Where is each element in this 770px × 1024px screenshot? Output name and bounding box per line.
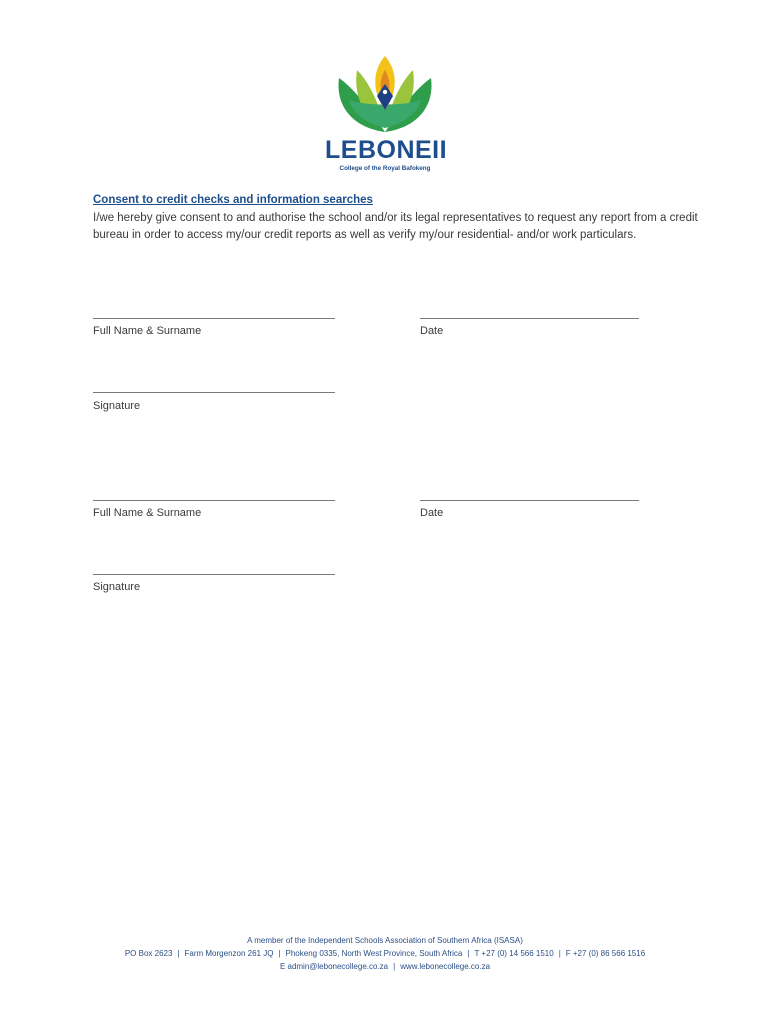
date-line-1 [420, 318, 639, 319]
signature-label-1: Signature [93, 400, 141, 412]
footer-farm: Farm Morgenzon 261 JQ [184, 949, 274, 958]
name-line-1 [93, 318, 335, 319]
name-label-1: Full Name & Surname [93, 325, 202, 337]
footer-contact [0, 962, 770, 971]
footer-separator: | [177, 949, 180, 958]
signature-line-2 [93, 574, 335, 575]
footer-locality: Phokeng 0335, North West Province, South Africa [285, 949, 463, 958]
footer-po-box: PO Box 2623 [124, 949, 173, 958]
school-logo [325, 48, 448, 176]
footer-separator: | [393, 962, 396, 971]
footer-address [0, 949, 770, 958]
date-label-2: Date [420, 507, 444, 519]
date-label-1: Date [420, 325, 444, 337]
footer-separator: | [467, 949, 470, 958]
consent-body: I/we hereby give consent to and authorise the school and/or its legal representatives to request any report from a credit bureau in order to access my/our credit reports as well as verify my/our residential- and/or work particulars. [93, 212, 698, 241]
date-line-2 [420, 500, 639, 501]
footer-telephone: T +27 (0) 14 566 1510 [474, 949, 554, 958]
school-tagline: College of the Royal Bafokeng [339, 165, 431, 172]
name-label-2: Full Name & Surname [93, 507, 202, 519]
signature-line-1 [93, 392, 335, 393]
footer-separator: | [558, 949, 561, 958]
footer-website[interactable]: www.lebonecollege.co.za [400, 962, 491, 971]
leaf-emblem-icon [325, 48, 445, 138]
footer-separator: | [278, 949, 281, 958]
footer-email[interactable]: E admin@lebonecollege.co.za [279, 962, 389, 971]
consent-heading: Consent to credit checks and information searches [93, 194, 373, 206]
footer-fax: F +27 (0) 86 566 1516 [565, 949, 646, 958]
signature-label-2: Signature [93, 581, 141, 593]
school-name: LEBONEII [325, 136, 448, 164]
footer-membership: A member of the Independent Schools Association of Southern Africa (ISASA) [247, 936, 523, 945]
name-line-2 [93, 500, 335, 501]
